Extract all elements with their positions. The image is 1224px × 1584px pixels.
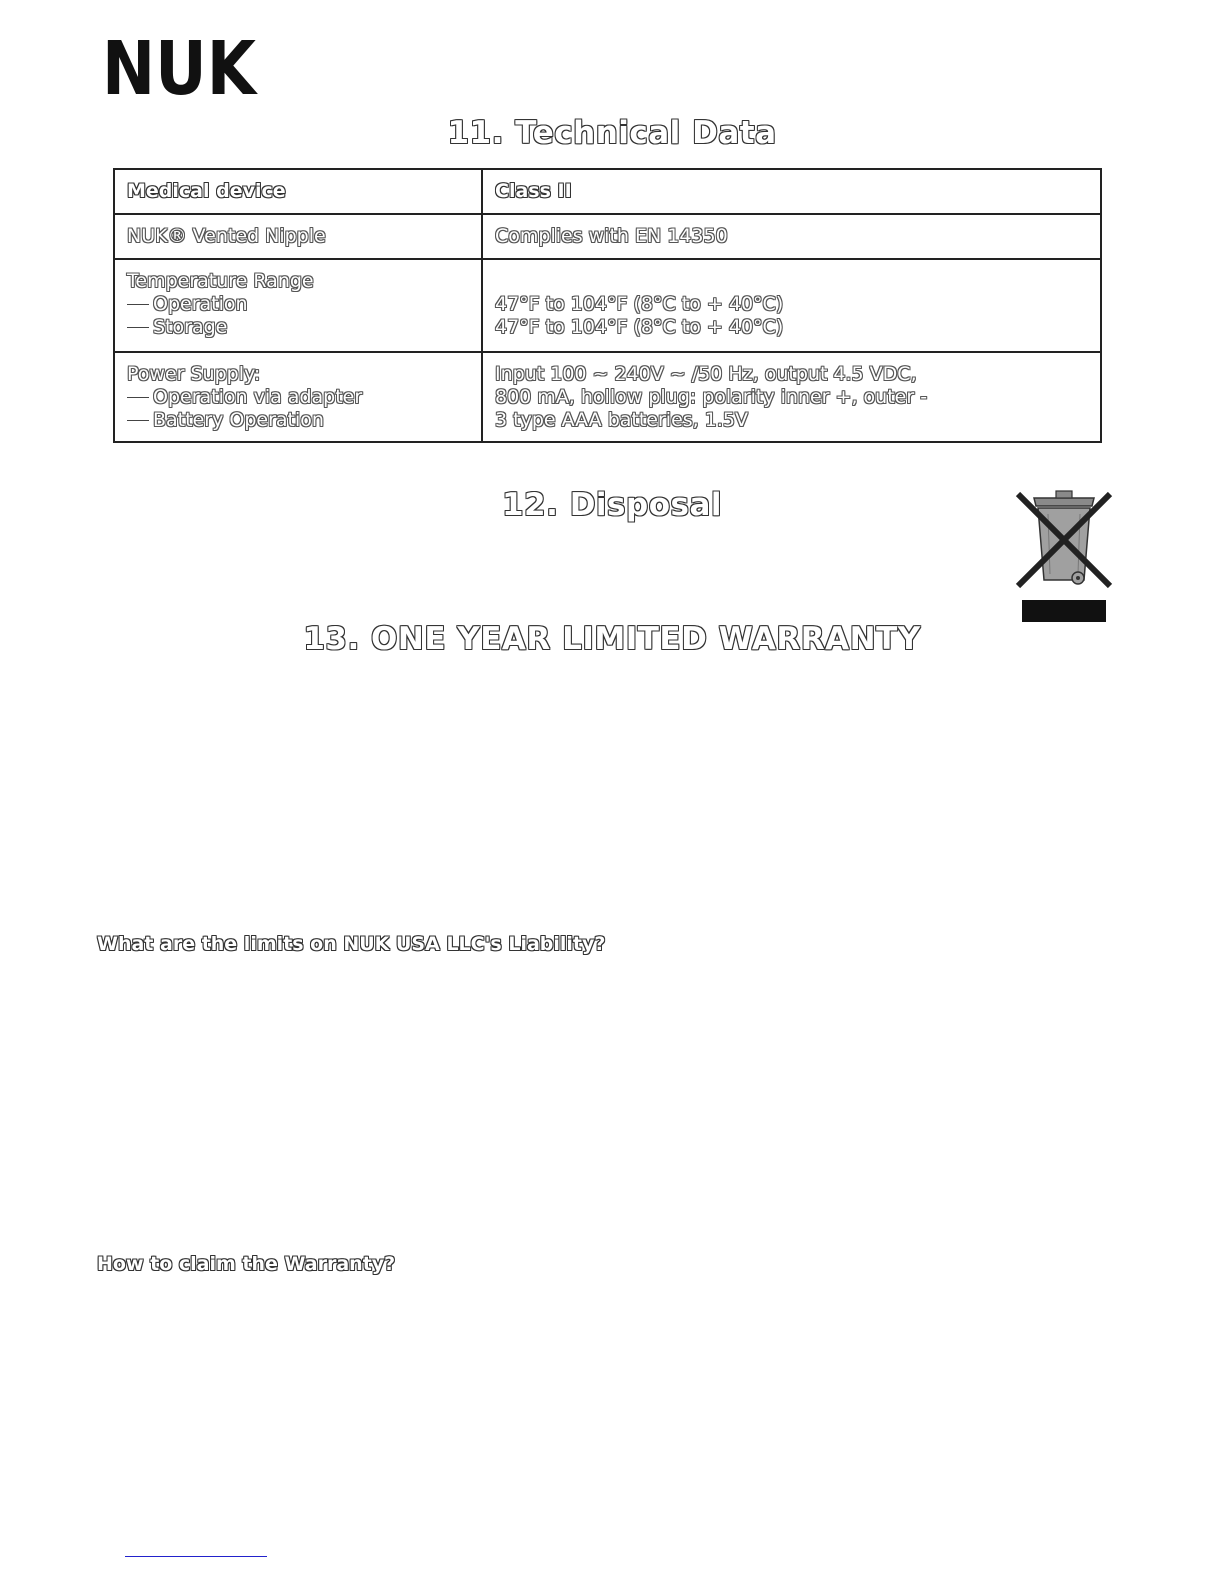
medical-device-label: Medical device — [114, 169, 482, 214]
footer-link-underline[interactable] — [125, 1556, 267, 1557]
temperature-operation-value: 47°F to 104°F (8°C to + 40°C) — [495, 293, 784, 315]
temperature-storage-label: Storage — [127, 316, 469, 339]
power-adapter-label: Operation via adapter — [127, 386, 469, 409]
power-supply-label-cell — [114, 352, 482, 442]
power-battery-label: Battery Operation — [127, 409, 469, 432]
vented-nipple-label: NUK® Vented Nipple — [114, 214, 482, 259]
temperature-operation-label: Operation — [127, 293, 469, 316]
temperature-range-label: Temperature Range — [127, 270, 314, 292]
warranty-title: 13. ONE YEAR LIMITED WARRANTY — [303, 621, 921, 657]
disposal-title: 12. Disposal — [501, 487, 722, 523]
temperature-value-cell — [482, 259, 1101, 352]
claim-warranty-heading: How to claim the Warranty? — [97, 1253, 396, 1275]
table-row-medical-device — [114, 169, 1101, 214]
power-input-value: Input 100 ~ 240V ~ /50 Hz, output 4.5 VDC, — [495, 363, 917, 385]
technical-data-table — [113, 168, 1102, 443]
table-row-vented-nipple — [114, 214, 1101, 259]
liability-question-heading: What are the limits on NUK USA LLC's Liability? — [97, 933, 606, 955]
temperature-label-cell — [114, 259, 482, 352]
temperature-storage-value: 47°F to 104°F (8°C to + 40°C) — [495, 316, 784, 338]
power-plug-value: 800 mA, hollow plug: polarity inner +, outer - — [495, 386, 928, 408]
medical-device-value: Class II — [482, 169, 1101, 214]
vented-nipple-value: Complies with EN 14350 — [482, 214, 1101, 259]
table-row-power-supply — [114, 352, 1101, 442]
power-supply-label: Power Supply: — [127, 363, 261, 385]
crossed-out-wheelie-bin-icon — [1012, 488, 1116, 624]
nuk-logo — [96, 24, 266, 108]
table-row-temperature — [114, 259, 1101, 352]
svg-text:NUK: NUK — [102, 26, 259, 108]
technical-data-title: 11. Technical Data — [447, 115, 777, 151]
power-supply-value-cell — [482, 352, 1101, 442]
power-battery-value: 3 type AAA batteries, 1.5V — [495, 409, 748, 431]
